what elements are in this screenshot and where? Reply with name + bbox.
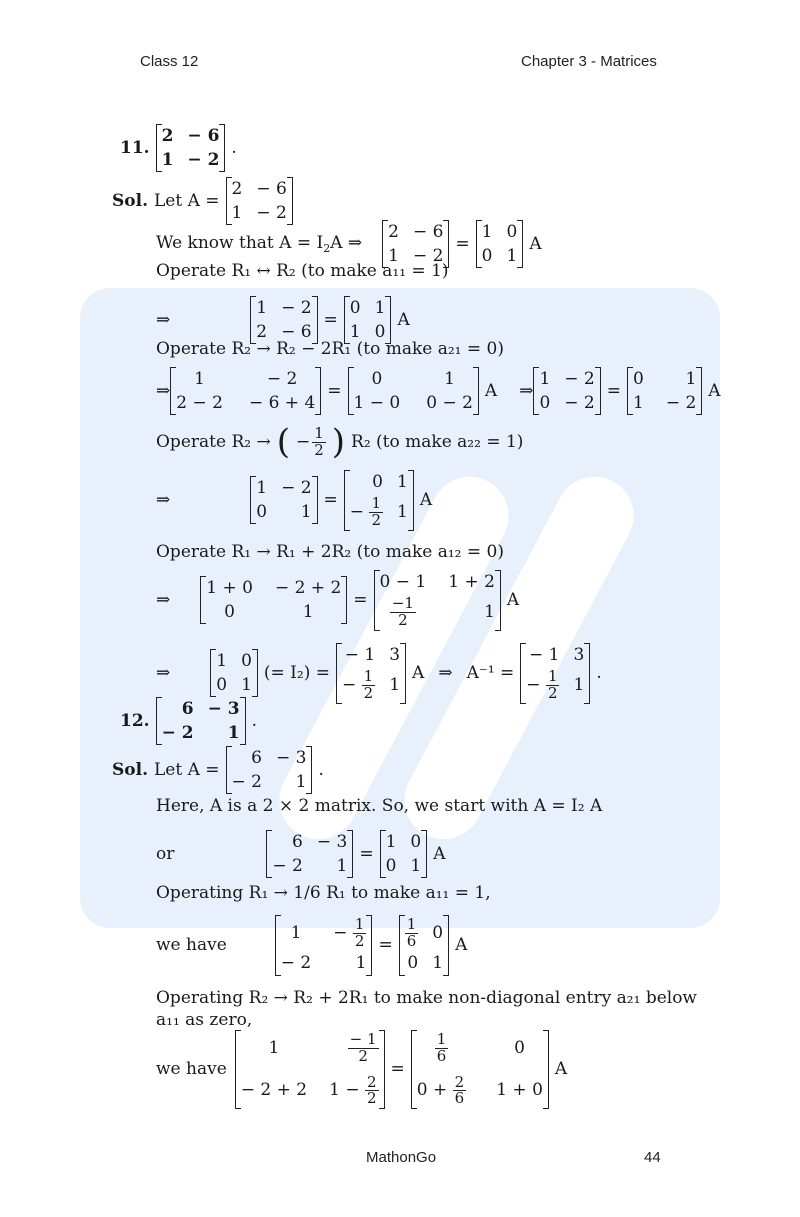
matrix-cell: 0 (481, 245, 493, 266)
operation-text: Operate R₁ → R₁ + 2R₂ (to make a₁₂ = 0) (156, 542, 504, 562)
matrix-a-label: A (506, 589, 520, 610)
matrix-cell: 0 (374, 321, 386, 342)
matrix-cell: 1 (539, 368, 551, 389)
matrix-a-label: A (484, 380, 498, 401)
q11-step3 (156, 470, 438, 531)
matrix-cell: − 2 (412, 245, 444, 266)
matrix-cell: 1 + 0 (206, 577, 253, 598)
matrix (627, 367, 702, 415)
matrix-cell: − 1 (344, 644, 376, 665)
matrix-cell: 1 (194, 368, 205, 389)
matrix-cell: 1 (388, 245, 399, 266)
equals: = (359, 843, 374, 864)
matrix-cell: 0 (241, 650, 252, 671)
inverse-label: A⁻¹ = (466, 662, 515, 683)
matrix (336, 643, 406, 704)
matrix-cell: 6 (292, 831, 303, 852)
question-number: 11. (120, 137, 150, 158)
matrix (250, 476, 317, 524)
matrix-cell: 1 (349, 321, 361, 342)
implies-arrow: ⇒ (519, 380, 534, 401)
matrix-cell: 1 + 2 (448, 571, 495, 592)
paren-close: ) (331, 422, 346, 462)
matrix-a-label: A (412, 662, 425, 683)
minus: − (295, 431, 311, 452)
inverse-matrix (520, 643, 590, 704)
operation-text: Operating R₂ → R₂ + 2R₁ to make non-diagonal entry a₂₁ below (156, 988, 697, 1008)
q11-op4 (156, 544, 510, 561)
equals: = (378, 934, 393, 955)
matrix-cell: 1 (241, 674, 252, 695)
implies-arrow: ⇒ (156, 309, 171, 330)
matrix-cell: − 6 (187, 125, 220, 146)
matrix-cell: 1 (685, 368, 697, 389)
paren-open: ( (276, 422, 290, 462)
matrix-cell: 2 (231, 178, 243, 199)
matrix-cell: 0 (432, 922, 444, 943)
matrix-a-label: A (529, 233, 542, 254)
matrix-cell: 1 (302, 601, 314, 622)
matrix-cell: − $\frac{1}{2}$ (342, 667, 374, 702)
equals: = (606, 380, 621, 401)
matrix-cell: 1 (300, 501, 312, 522)
let-text: Let A = (154, 759, 220, 780)
sol-label: Sol. (112, 759, 148, 780)
matrix (250, 296, 317, 344)
matrix-a-label: A (433, 843, 446, 864)
matrix-cell: − 2 (266, 368, 298, 389)
matrix-a (226, 177, 293, 225)
matrix-cell: 1 (336, 855, 348, 876)
matrix-cell: 0 (410, 831, 422, 852)
matrix-cell: 0 (539, 392, 551, 413)
matrix (399, 915, 449, 976)
header-chapter: Chapter 3 - Matrices (521, 53, 657, 70)
matrix-cell: 1 (397, 471, 408, 492)
matrix-cell: 1 − 0 (353, 392, 401, 413)
matrix (235, 1030, 385, 1109)
matrix-cell: 0 (256, 501, 268, 522)
matrix-cell: 1 + 0 (496, 1080, 543, 1101)
matrix-cell: − 6 (281, 321, 312, 342)
q12-step1 (156, 915, 473, 976)
matrix-cell: 1 (632, 392, 644, 413)
matrix-cell: 0 (385, 855, 397, 876)
matrix-a-label: A (554, 1059, 568, 1079)
matrix-cell: 1 (444, 368, 455, 389)
matrix-a-label: A (708, 380, 721, 401)
q11-op1 (156, 263, 455, 280)
matrix-cell: 2 (388, 221, 399, 242)
operation-text: a₁₁ as zero, (156, 1010, 253, 1030)
matrix (170, 367, 321, 415)
identity-matrix (210, 649, 258, 697)
matrix (533, 367, 600, 415)
matrix-cell: 2 − 2 (176, 392, 223, 413)
matrix-cell: 0 (216, 674, 228, 695)
matrix-cell: 1 (481, 221, 493, 242)
implies-arrow: ⇒ (156, 589, 171, 610)
matrix-cell: 2 (161, 125, 174, 146)
matrix (348, 367, 479, 415)
matrix-cell: $\frac{- 1}{2}$ (349, 1030, 377, 1065)
sol-label: Sol. (112, 190, 148, 211)
matrix-cell: 3 (573, 644, 585, 665)
matrix-cell: 0 (514, 1037, 525, 1058)
matrix-cell: − 1 (529, 644, 560, 665)
header-class: Class 12 (140, 53, 199, 70)
matrix-cell: − 2 (564, 368, 595, 389)
question-11 (120, 124, 243, 172)
matrix-cell: − 6 + 4 (248, 392, 316, 413)
q11-op3 (156, 422, 529, 462)
matrix-cell: 1 (374, 297, 386, 318)
q11-step5 (156, 643, 608, 704)
matrix-cell: − 2 (564, 392, 595, 413)
matrix (275, 915, 373, 976)
matrix-cell: 0 (349, 297, 361, 318)
matrix-cell: − $\frac{1}{2}$ (333, 915, 365, 950)
matrix-cell: − $\frac{1}{2}$ (526, 667, 558, 702)
matrix-cell: − 3 (316, 831, 348, 852)
matrix-cell: 1 (484, 601, 495, 622)
implies-arrow: ⇒ (156, 380, 171, 401)
equals: = (390, 1059, 405, 1079)
matrix-cell: 1 (397, 501, 408, 522)
matrix-cell: − 6 (412, 221, 444, 242)
operation-text: Operate R₂ → R₂ − 2R₁ (to make a₂₁ = 0) (156, 339, 504, 359)
matrix-cell: 0 (372, 471, 383, 492)
q12-op1 (156, 885, 497, 902)
equals-identity: (= I₂) = (263, 662, 330, 683)
matrix (200, 576, 347, 624)
matrix-cell: 0 − 1 (379, 571, 427, 592)
matrix-a-label: A (419, 489, 433, 510)
matrix-cell: 0 (407, 953, 419, 973)
matrix-cell: 0 + $\frac{2}{6}$ (416, 1072, 465, 1108)
matrix-cell: 6 (181, 698, 194, 719)
matrix (344, 470, 414, 531)
question-matrix (156, 124, 226, 172)
implies-arrow: ⇒ (156, 489, 171, 510)
operation-text: Operate R₂ → (156, 431, 271, 452)
q11-step4 (156, 570, 525, 631)
matrix-cell: 6 (251, 747, 262, 768)
matrix-cell: 1 (432, 953, 444, 973)
implies-arrow: ⇒ (156, 662, 171, 683)
let-text: Let A = (154, 190, 220, 211)
equals: = (353, 589, 368, 610)
matrix-cell: 0 (506, 221, 518, 242)
matrix-cell: − 2 (281, 297, 312, 318)
matrix-cell: 1 (385, 831, 397, 852)
operation-text: R₂ (to make a₂₂ = 1) (351, 431, 524, 452)
matrix-cell: 1 (506, 245, 518, 266)
question-12 (120, 697, 263, 745)
equals: = (323, 309, 338, 330)
page-number: 44 (644, 1149, 661, 1166)
matrix-cell: $\frac{1}{6}$ (406, 915, 417, 950)
matrix-a (226, 746, 313, 794)
matrix-cell: 3 (389, 644, 401, 665)
matrix-cell: − 2 (272, 855, 303, 876)
period: . (596, 662, 602, 683)
know-text: We know that $A = I_2A$ ⇒ (156, 232, 363, 255)
q11-op2 (156, 341, 510, 358)
matrix-cell: − 2 (161, 722, 194, 743)
matrix-a-label: A (397, 309, 410, 330)
matrix (344, 296, 392, 344)
question-matrix (156, 697, 246, 745)
matrix-cell: 1 (268, 1037, 280, 1058)
matrix-cell: 1 − $\frac{2}{2}$ (329, 1072, 377, 1108)
matrix-cell: 0 (371, 368, 383, 389)
equals: = (455, 233, 470, 254)
or-text: or (156, 843, 175, 864)
matrix-cell: $\frac{-1}{2}$ (391, 594, 414, 629)
matrix-cell: 1 (295, 771, 307, 792)
matrix-cell: − 2 (281, 477, 312, 498)
q12-or-line (156, 830, 452, 878)
matrix-cell: 1 (389, 674, 401, 695)
matrix-cell: 2 (256, 321, 268, 342)
identity-matrix (380, 830, 428, 878)
matrix-cell: 1 (256, 477, 268, 498)
matrix-cell: − 3 (207, 698, 240, 719)
period: . (318, 759, 324, 780)
q12-step2 (156, 1030, 573, 1109)
matrix-cell: − 2 (187, 149, 220, 170)
fraction: $\frac{1}{2}$ (314, 423, 324, 459)
matrix (411, 1030, 549, 1109)
matrix-cell: 1 (216, 650, 228, 671)
matrix-cell: 0 (632, 368, 644, 389)
matrix-cell: − 2 (280, 953, 312, 973)
q11-step2 (156, 367, 727, 415)
statement-text: Here, A is a 2 × 2 matrix. So, we start with A = I₂ A (156, 796, 603, 816)
matrix-cell: − 2 (256, 202, 287, 223)
operation-text: Operating R₁ → 1/6 R₁ to make a₁₁ = 1, (156, 883, 491, 903)
matrix-cell: $\frac{1}{6}$ (436, 1030, 447, 1065)
q11-solution-let (112, 177, 299, 225)
equals: = (323, 489, 338, 510)
matrix-cell: 0 − 2 (426, 392, 473, 413)
identity-matrix (476, 220, 524, 268)
q12-here-line (156, 798, 608, 815)
matrix-cell: 1 (573, 674, 585, 695)
matrix-cell: 0 (224, 601, 235, 622)
q11-step1 (156, 296, 416, 344)
matrix-cell: − 2 + 2 (274, 577, 342, 598)
q12-solution-let (112, 746, 330, 794)
question-number: 12. (120, 710, 150, 731)
matrix-cell: − 2 (665, 392, 697, 413)
matrix-cell: 1 (227, 722, 240, 743)
matrix-cell: − 3 (275, 747, 307, 768)
matrix-a-label: A (455, 934, 468, 955)
period: . (251, 710, 257, 731)
implies-arrow: ⇒ (438, 662, 453, 683)
we-have-text: we have (156, 934, 227, 955)
q12-op2-line2 (156, 1012, 258, 1029)
we-have-text: we have (156, 1059, 227, 1079)
q12-op2-line1 (156, 990, 703, 1007)
matrix-cell: 1 (231, 202, 243, 223)
matrix-cell: 1 (355, 953, 367, 973)
matrix (374, 570, 501, 631)
footer-brand: MathonGo (366, 1149, 437, 1166)
period: . (231, 137, 237, 158)
matrix-cell: 1 (256, 297, 268, 318)
matrix-cell: − 2 (231, 771, 262, 792)
matrix-cell: − 2 + 2 (240, 1080, 308, 1101)
matrix-cell: 1 (410, 855, 422, 876)
matrix-cell: 1 (161, 149, 174, 170)
equals: = (327, 380, 342, 401)
matrix (266, 830, 353, 878)
matrix-cell: − $\frac{1}{2}$ (349, 494, 381, 529)
matrix-cell: 1 (290, 922, 302, 943)
matrix-cell: − 6 (256, 178, 287, 199)
operation-text: Operate R₁ ↔ R₂ (to make a₁₁ = 1) (156, 261, 449, 281)
